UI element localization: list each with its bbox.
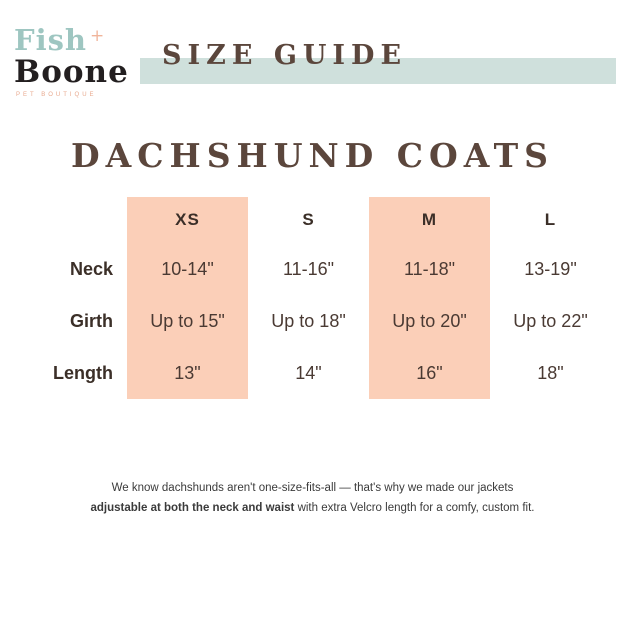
size-table-head: [14, 197, 611, 243]
cell-length-xs: 13": [127, 347, 248, 399]
cell-girth-m: Up to 20": [369, 295, 490, 347]
column-header-m: M: [369, 197, 490, 243]
size-table-body: [14, 243, 611, 399]
logo-plus-icon: +: [90, 26, 105, 46]
brand-logo: [14, 23, 139, 98]
cell-length-s: 14": [295, 362, 322, 383]
table-row: [14, 347, 611, 399]
row-label-length: Length: [53, 362, 113, 383]
cell-girth-l: Up to 22": [513, 310, 588, 331]
footnote-line-2: [36, 498, 589, 518]
footnote: [0, 478, 625, 518]
page-title: DACHSHUND COATS: [71, 136, 554, 175]
size-table-wrapper: [0, 197, 625, 399]
row-label-neck: Neck: [69, 258, 113, 279]
size-guide-banner-title: SIZE GUIDE: [162, 40, 408, 71]
cell-length-m: 16": [369, 347, 490, 399]
logo-top-line: [14, 23, 139, 57]
cell-neck-xs: 10-14": [127, 243, 248, 295]
column-header-s: S: [302, 210, 315, 229]
footnote-rest-text: with extra Velcro length for a comfy, custom fit.: [294, 502, 535, 515]
table-row: [14, 295, 611, 347]
logo-boone-text: Boone: [14, 54, 129, 90]
column-header-l: L: [544, 210, 557, 229]
cell-girth-xs: Up to 15": [127, 295, 248, 347]
cell-neck-s: 11-16": [282, 258, 335, 279]
cell-girth-s: Up to 18": [271, 310, 346, 331]
logo-fish-text: Fish: [14, 23, 88, 57]
table-corner-cell: [14, 197, 127, 243]
table-header-row: [14, 197, 611, 243]
footnote-bold-text: adjustable at both the neck and waist: [90, 502, 295, 515]
page-header: [0, 0, 625, 110]
cell-length-l: 18": [537, 362, 564, 383]
table-row: [14, 243, 611, 295]
footnote-line-1: We know dachshunds aren't one-size-fits-all — that's why we made our jackets: [111, 482, 514, 494]
row-label-girth: Girth: [70, 310, 113, 331]
size-table: [14, 197, 611, 399]
cell-neck-m: 11-18": [369, 243, 490, 295]
cell-neck-l: 13-19": [524, 258, 577, 279]
column-header-xs: XS: [127, 197, 248, 243]
logo-tagline: PET BOUTIQUE: [16, 91, 97, 98]
